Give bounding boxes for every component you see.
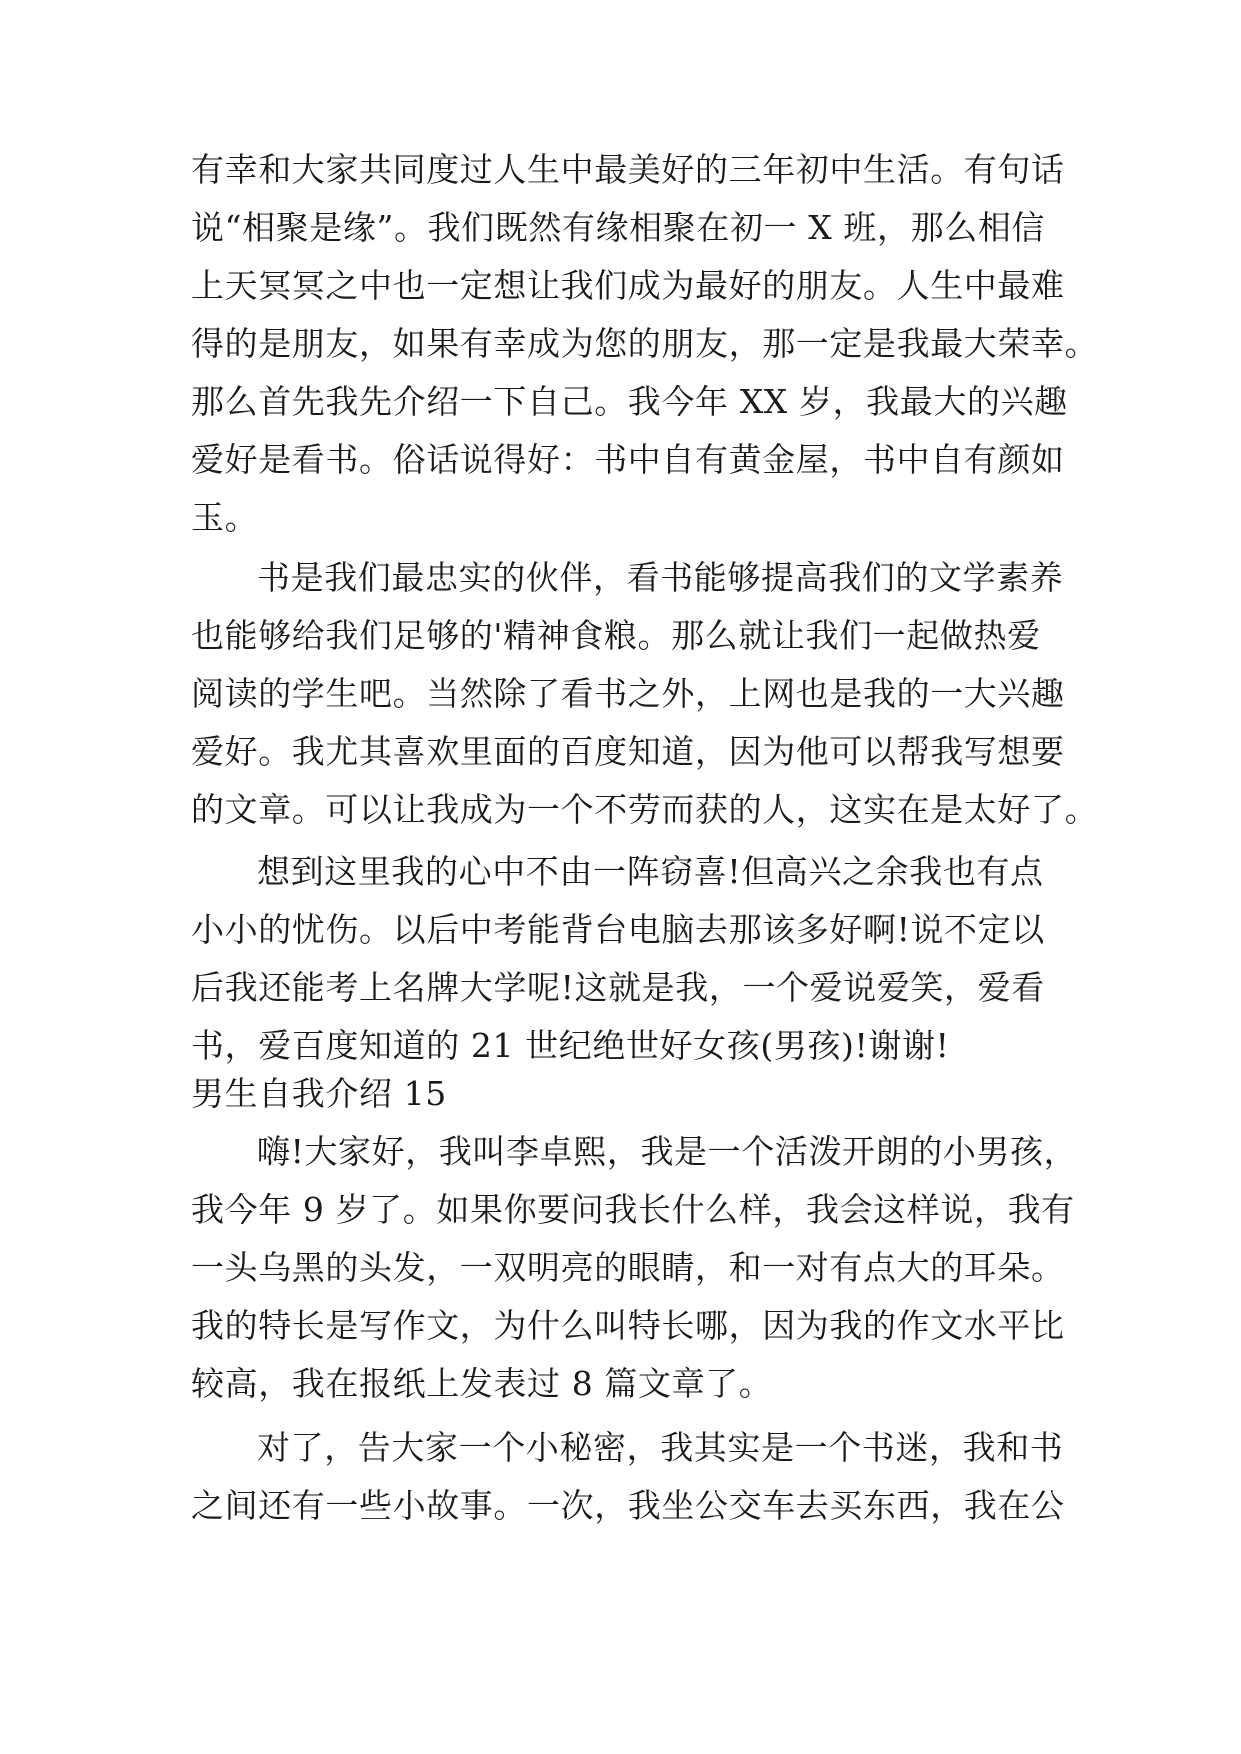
text-line: 有幸和大家共同度过人生中最美好的三年初中生活。有句话 (191, 150, 1065, 189)
text-line: 对了，告大家一个小秘密，我其实是一个书迷，我和书 (257, 1428, 1064, 1467)
text-line: 上天冥冥之中也一定想让我们成为最好的朋友。人生中最难 (191, 266, 1065, 305)
text-line: 说“相聚是缘”。我们既然有缘相聚在初一 X 班，那么相信 (191, 208, 1046, 247)
text-line: 书，爱百度知道的 21 世纪绝世好女孩(男孩)!谢谢! (191, 1026, 950, 1065)
text-line: 较高，我在报纸上发表过 8 篇文章了。 (191, 1364, 773, 1403)
text-line: 爱好。我尤其喜欢里面的百度知道，因为他可以帮我写想要 (191, 732, 1065, 771)
text-line: 也能够给我们足够的'精神食粮。那么就让我们一起做热爱 (191, 616, 1041, 655)
text-line: 之间还有一些小故事。一次，我坐公交车去买东西，我在公 (191, 1486, 1065, 1525)
text-line: 我的特长是写作文，为什么叫特长哪，因为我的作文水平比 (191, 1306, 1065, 1345)
text-line: 爱好是看书。俗话说得好：书中自有黄金屋，书中自有颜如 (191, 440, 1065, 479)
text-line: 我今年 9 岁了。如果你要问我长什么样，我会这样说，我有 (191, 1190, 1075, 1229)
text-line: 小小的忧伤。以后中考能背台电脑去那该多好啊!说不定以 (191, 910, 1045, 949)
text-line: 阅读的学生吧。当然除了看书之外，上网也是我的一大兴趣 (191, 674, 1065, 713)
text-line: 那么首先我先介绍一下自己。我今年 XX 岁，我最大的兴趣 (191, 382, 1068, 421)
text-line: 玉。 (191, 498, 259, 537)
text-line: 后我还能考上名牌大学呢!这就是我，一个爱说爱笑，爱看 (191, 968, 1045, 1007)
text-line: 书是我们最忠实的伙伴，看书能够提高我们的文学素养 (257, 558, 1064, 597)
text-line: 想到这里我的心中不由一阵窃喜!但高兴之余我也有点 (257, 852, 1044, 891)
text-line: 嗨!大家好，我叫李卓熙，我是一个活泼开朗的小男孩， (257, 1132, 1078, 1171)
text-line: 的文章。可以让我成为一个不劳而获的人，这实在是太好了。 (191, 790, 1099, 829)
text-line: 一头乌黑的头发，一双明亮的眼睛，和一对有点大的耳朵。 (191, 1248, 1065, 1287)
text-line: 得的是朋友，如果有幸成为您的朋友，那一定是我最大荣幸。 (191, 324, 1099, 363)
section-heading: 男生自我介绍 15 (191, 1074, 447, 1113)
